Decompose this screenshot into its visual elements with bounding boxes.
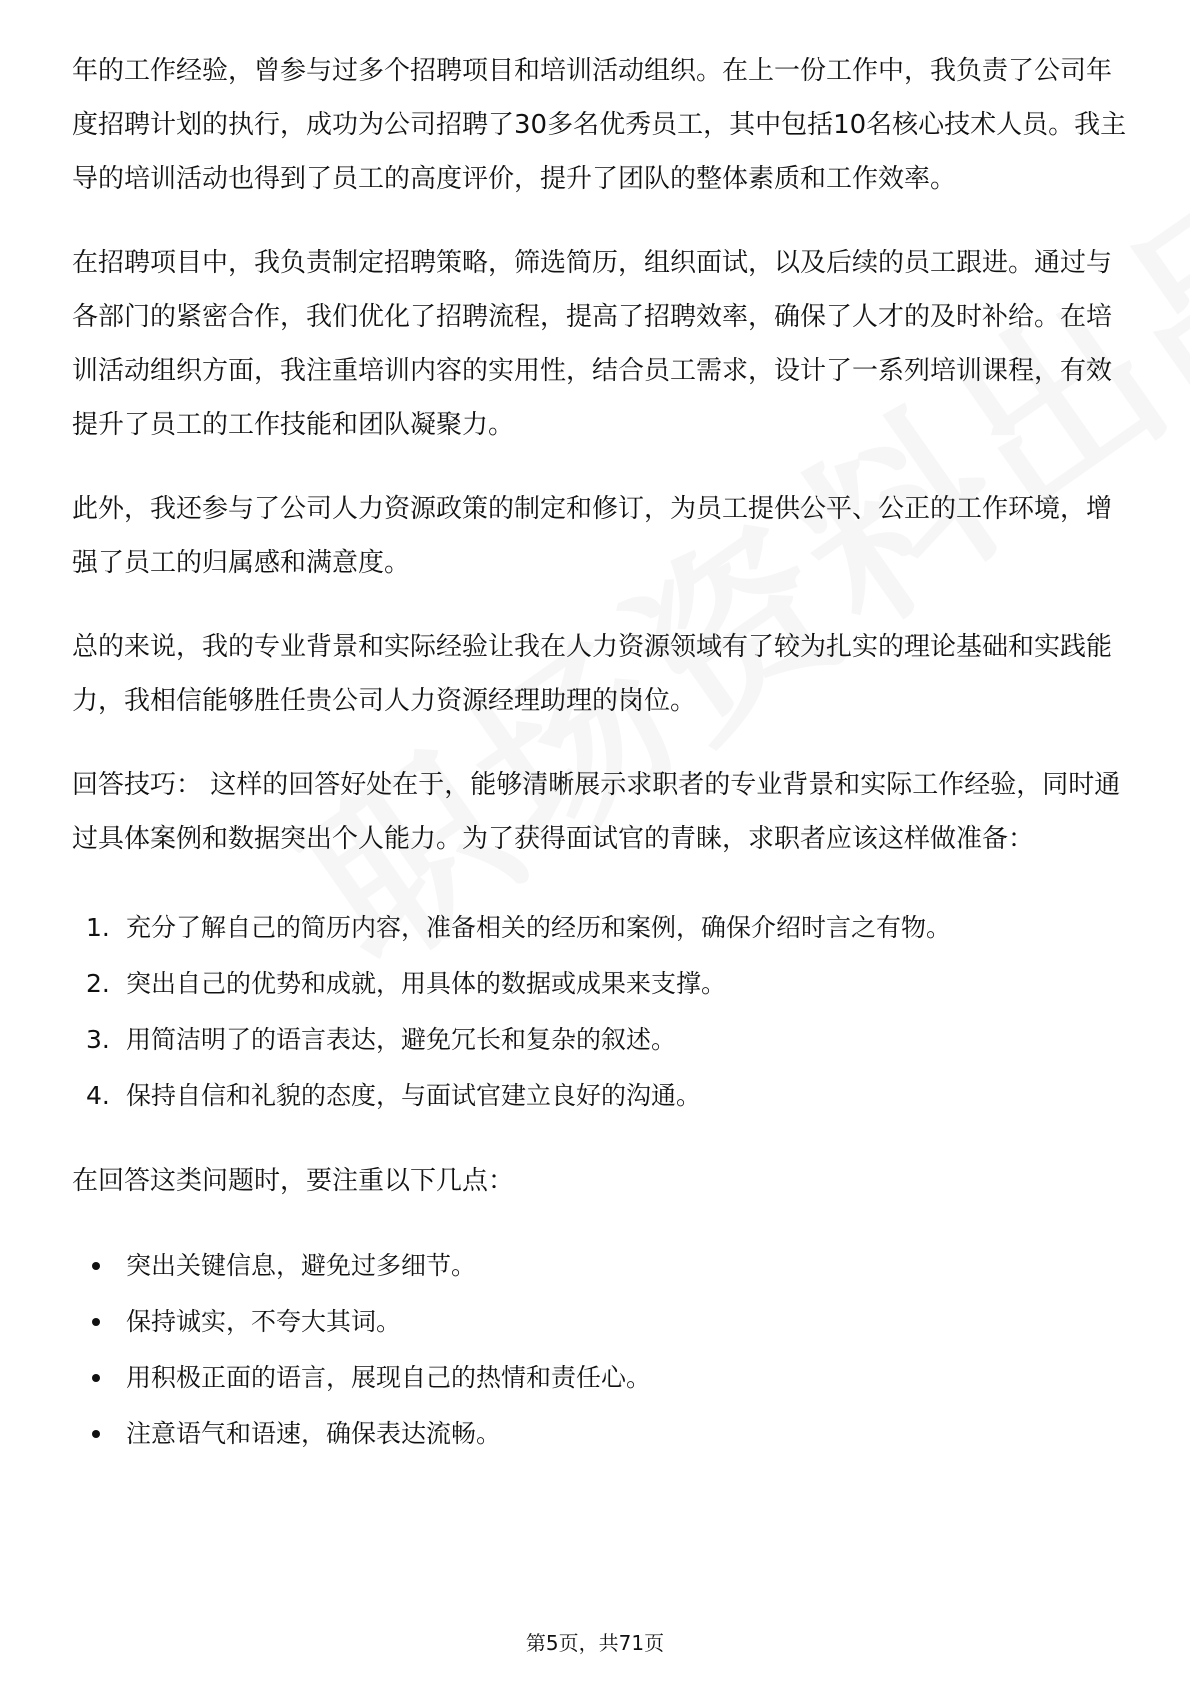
list-item xyxy=(72,1406,1132,1462)
paragraph-points-intro: 在回答这类问题时，要注重以下几点： xyxy=(72,1166,515,1196)
key-points-list xyxy=(72,1238,1132,1462)
list-item-number: 1. xyxy=(86,913,110,942)
paragraph-experience: 年的工作经验，曾参与过多个招聘项目和培训活动组织。在上一份工作中，我负责了公司年度招聘计划的执行，成功为公司招聘了30多名优秀员工，其中包括10名核心技术人员。我主导的培训活动也得到了员工的高度评价，提升了团队的整体素质和工作效率。 xyxy=(72,56,1127,194)
list-item-number: 4. xyxy=(86,1081,110,1110)
list-item-text: 保持诚实，不夸大其词。 xyxy=(126,1307,402,1336)
list-item-text: 保持自信和礼貌的态度，与面试官建立良好的沟通。 xyxy=(126,1081,702,1110)
list-item xyxy=(72,956,1132,1012)
paragraph-answer-tips: 回答技巧： 这样的回答好处在于，能够清晰展示求职者的专业背景和实际工作经验，同时通过具体案例和数据突出个人能力。为了获得面试官的青睐，求职者应该这样做准备： xyxy=(72,770,1121,854)
list-item xyxy=(72,1238,1132,1294)
list-item xyxy=(72,900,1132,956)
list-item xyxy=(72,1294,1132,1350)
list-item-number: 2. xyxy=(86,969,110,998)
list-item-text: 充分了解自己的简历内容，准备相关的经历和案例，确保介绍时言之有物。 xyxy=(126,913,952,942)
bullet-icon xyxy=(92,1430,100,1438)
list-item xyxy=(72,1350,1132,1406)
list-item-text: 用积极正面的语言，展现自己的热情和责任心。 xyxy=(126,1363,652,1392)
list-item-number: 3. xyxy=(86,1025,110,1054)
preparation-steps-list xyxy=(72,900,1132,1124)
paragraph-recruiting: 在招聘项目中，我负责制定招聘策略，筛选简历，组织面试，以及后续的员工跟进。通过与各部门的紧密合作，我们优化了招聘流程，提高了招聘效率，确保了人才的及时补给。在培训活动组织方面，我注重培训内容的实用性，结合员工需求，设计了一系列培训课程，有效提升了员工的工作技能和团队凝聚力。 xyxy=(72,248,1113,440)
page-content xyxy=(72,44,1132,1462)
list-item-text: 突出自己的优势和成就，用具体的数据或成果来支撑。 xyxy=(126,969,727,998)
page-number-footer: 第5页，共71页 xyxy=(525,1631,665,1655)
paragraph-policy: 此外，我还参与了公司人力资源政策的制定和修订，为员工提供公平、公正的工作环境，增强了员工的归属感和满意度。 xyxy=(72,494,1113,578)
list-item-text: 用简洁明了的语言表达，避免冗长和复杂的叙述。 xyxy=(126,1025,677,1054)
bullet-icon xyxy=(92,1262,100,1270)
paragraph-summary: 总的来说，我的专业背景和实际经验让我在人力资源领域有了较为扎实的理论基础和实践能力，我相信能够胜任贵公司人力资源经理助理的岗位。 xyxy=(72,632,1113,716)
list-item xyxy=(72,1012,1132,1068)
list-item-text: 注意语气和语速，确保表达流畅。 xyxy=(126,1419,502,1448)
bullet-icon xyxy=(92,1374,100,1382)
list-item xyxy=(72,1068,1132,1124)
bullet-icon xyxy=(92,1318,100,1326)
list-item-text: 突出关键信息，避免过多细节。 xyxy=(126,1251,477,1280)
